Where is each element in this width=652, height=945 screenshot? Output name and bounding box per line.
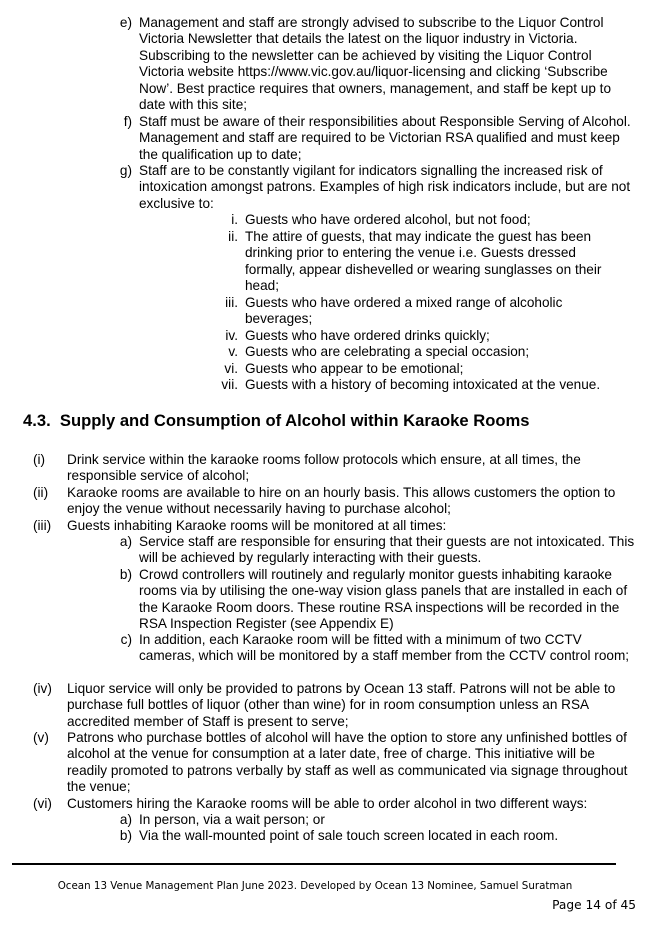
list-item-text: In person, via a wait person; or [139, 812, 325, 827]
list-marker: iii. [225, 295, 238, 310]
list-marker: a) [119, 534, 132, 549]
list-marker: b) [119, 828, 132, 843]
list-marker: (iii) [33, 518, 52, 533]
indicator-item [205, 328, 623, 344]
list-marker: (v) [33, 730, 49, 745]
list-marker: (vi) [33, 796, 52, 811]
list-item-text: Patrons who purchase bottles of alcohol will have the option to store any unfinished bottles of alcohol at the venue for consumption at a later date, free of charge. This initiative will be readily promoted to patrons verbally by staff as well as communicated via signage throughout the venue; [67, 730, 628, 795]
list-item-text: Crowd controllers will routinely and regularly monitor guests inhabiting karaoke rooms via by utilising the one-way vision glass panels that are installed in each of the Karaoke Room doors. These routine RSA inspections will be recorded in the RSA Inspection Register (see Appendix E) [139, 567, 628, 632]
list-marker: iv. [225, 328, 238, 343]
indicator-item [205, 295, 623, 328]
indicator-item [205, 344, 623, 360]
list-marker: i. [231, 212, 238, 227]
list-item-text: Service staff are responsible for ensuring that their guests are not intoxicated. This will be achieved by regularly interacting with their guests. [139, 534, 635, 566]
list-item-text: Guests who have ordered a mixed range of alcoholic beverages; [245, 295, 563, 327]
list-marker: v. [228, 344, 238, 359]
list-item-g [111, 163, 635, 212]
list-marker: g) [119, 163, 132, 178]
monitoring-item [111, 632, 635, 665]
list-marker: a) [119, 812, 132, 827]
list-item-text: Via the wall-mounted point of sale touch screen located in each room. [139, 828, 559, 843]
section-item [33, 681, 633, 730]
list-item-text: Liquor service will only be provided to patrons by Ocean 13 staff. Patrons will not be able to purchase full bottles of liquor (other than wine) for in room consumption unless an RSA accredited member of Staff is present to serve; [67, 681, 616, 729]
list-marker: vii. [221, 377, 238, 392]
list-marker: (i) [33, 452, 46, 467]
list-item-text: Staff must be aware of their responsibilities about Responsible Serving of Alcohol. Management and staff are required to be Victorian RSA qualified and must keep the qualification up to date; [139, 114, 631, 162]
list-marker: (iv) [33, 681, 52, 696]
monitoring-item [111, 567, 639, 633]
section-item [33, 796, 633, 812]
list-item-text: Staff are to be constantly vigilant for indicators signalling the increased risk of intoxication amongst patrons. Examples of high risk indicators include, but are not exclusive to: [139, 163, 631, 211]
list-item-text: Guests who have ordered alcohol, but not food; [245, 212, 531, 227]
list-marker: b) [119, 567, 132, 582]
section-item [33, 730, 633, 796]
section-heading: 4.3. Supply and Consumption of Alcohol within Karaoke Rooms [23, 411, 530, 430]
list-item-text: Guests with a history of becoming intoxicated at the venue. [245, 377, 601, 392]
indicator-item [205, 229, 623, 295]
list-item-text: In addition, each Karaoke room will be fitted with a minimum of two CCTV cameras, which will be monitored by a staff member from the CCTV control room; [139, 632, 630, 664]
list-marker: e) [119, 15, 132, 30]
list-item-text: Guests inhabiting Karaoke rooms will be monitored at all times: [67, 518, 447, 533]
list-marker: f) [123, 114, 132, 129]
list-marker: c) [120, 632, 132, 647]
list-marker: vi. [224, 361, 238, 376]
footer-text: Ocean 13 Venue Management Plan June 2023. Developed by Ocean 13 Nominee, Samuel Suratman [57, 880, 573, 892]
list-item-text: Customers hiring the Karaoke rooms will be able to order alcohol in two different ways: [67, 796, 588, 811]
indicator-item [205, 361, 623, 377]
order-way-item [111, 812, 635, 828]
indicator-item [205, 212, 623, 228]
list-item-text: The attire of guests, that may indicate the guest has been drinking prior to entering the venue i.e. Guests dressed formally, appear dishevelled or wearing sunglasses on their head; [245, 229, 602, 294]
monitoring-item [111, 534, 635, 567]
list-item-text: Guests who have ordered drinks quickly; [245, 328, 490, 343]
list-item-text: Karaoke rooms are available to hire on an hourly basis. This allows customers the option to enjoy the venue without necessarily having to purchase alcohol; [67, 485, 616, 517]
order-way-item [111, 828, 635, 844]
list-item-f [111, 114, 635, 163]
list-item-text: Drink service within the karaoke rooms follow protocols which ensure, at all times, the responsible service of alcohol; [67, 452, 581, 484]
section-item [33, 485, 633, 518]
list-item-e [111, 15, 635, 113]
footer-divider [12, 863, 616, 865]
list-item-text: Guests who appear to be emotional; [245, 361, 464, 376]
section-item [33, 518, 633, 534]
section-item [33, 452, 633, 485]
list-marker: (ii) [33, 485, 49, 500]
indicator-item [205, 377, 623, 393]
page-number: Page 14 of 45 [552, 898, 636, 912]
list-item-text: Guests who are celebrating a special occasion; [245, 344, 530, 359]
list-item-text: Management and staff are strongly advised to subscribe to the Liquor Control Victoria Newsletter that details the latest on the liquor industry in Victoria. Subscribing to the newsletter can be achieved by visiting the Liquor Control Victoria website https://www.vic.gov.au/liquor-licensing and clicking ‘Subscribe Now’. Best practice requires that owners, management, and staff be kept up to date with this site; [139, 15, 612, 113]
list-marker: ii. [228, 229, 238, 244]
